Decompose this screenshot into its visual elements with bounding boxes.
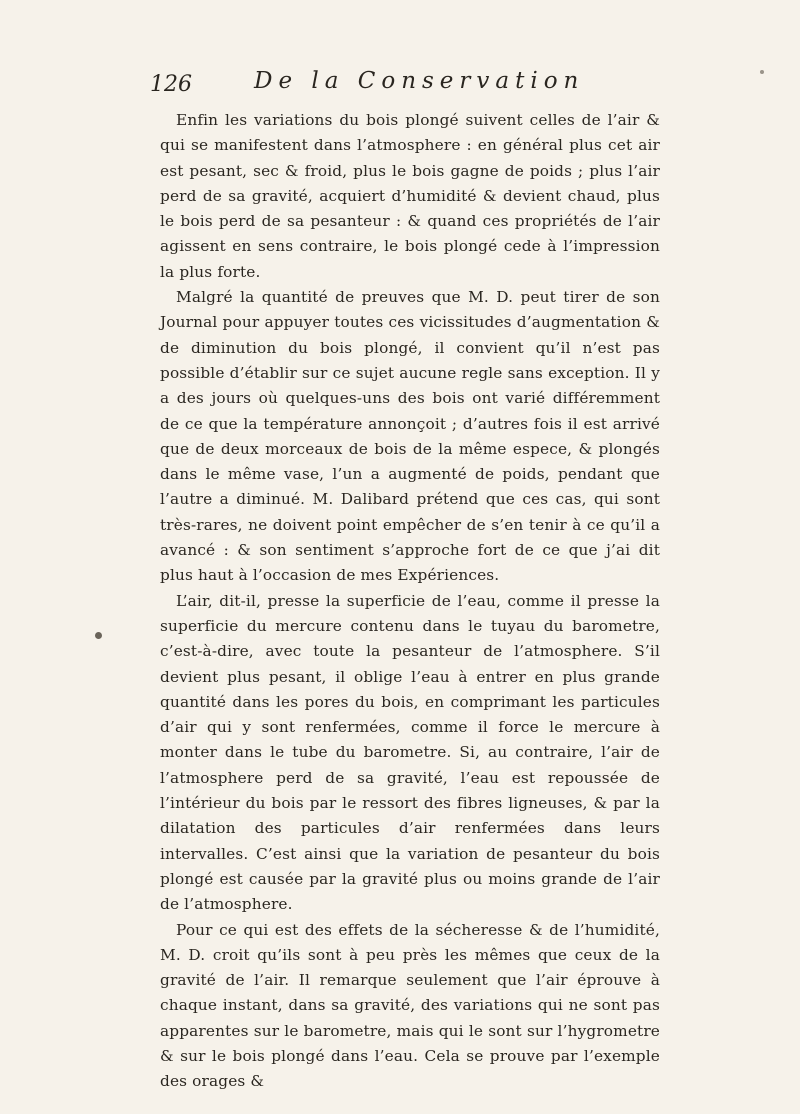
margin-mark xyxy=(95,632,102,639)
body-text xyxy=(160,108,660,1095)
running-title: De la Conservation xyxy=(254,68,585,94)
paragraph: Malgré la quantité de preuves que M. D. peut tirer de son Journal pour appuyer toutes ces vicissitudes d’augmentation & de diminution du bois plongé, il convient qu’il n’est pas possible d’établir sur ce sujet aucune regle sans exception. Il y a des jours où quelques-uns des bois ont varié différemment de ce que la température annonçoit ; d’autres fois il est arrivé que de deux morceaux de bois de la même espece, & plongés dans le même vase, l’un a augmenté de poids, pendant que l’autre a diminué. M. Dalibard prétend que ces cas, qui sont très-rares, ne doivent point empêcher de s’en tenir à ce qu’il a avancé : & son sentiment s’approche fort de ce que j’ai dit plus haut à l’occasion de mes Expériences. xyxy=(160,288,660,585)
page-header xyxy=(150,68,670,104)
paragraph: Enfin les variations du bois plongé suivent celles de l’air & qui se manifestent dans l’atmosphere : en général plus cet air est pesant, sec & froid, plus le bois gagne de poids ; plus l’air perd de sa gravité, acquiert d’humidité & devient chaud, plus le bois perd de sa pesanteur : & quand ces propriétés de l’air agissent en sens contraire, le bois plongé cede à l’impression la plus forte. xyxy=(160,111,660,281)
paragraph: L’air, dit-il, presse la superficie de l’eau, comme il presse la superficie du mercure contenu dans le tuyau du barometre, c’est-à-dire, avec toute la pesanteur de l’atmosphere. S’il devient plus pesant, il oblige l’eau à entrer en plus grande quantité dans les pores du bois, en comprimant les particules d’air qui y sont renfermées, comme il force le mercure à monter dans le tube du barometre. Si, au contraire, l’air de l’atmosphere perd de sa gravité, l’eau est repoussée de l’intérieur du bois par le ressort des fibres ligneuses, & par la dilatation des particules d’air renfermées dans leurs intervalles. C’est ainsi que la variation de pesanteur du bois plongé est causée par la gravité plus ou moins grande de l’air de l’atmosphere. xyxy=(160,591,660,914)
page-number: 126 xyxy=(150,72,192,97)
paragraph: Pour ce qui est des effets de la sécheresse & de l’humidité, M. D. croit qu’ils sont à peu près les mêmes que ceux de la gravité de l’air. Il remarque seulement que l’air éprouve à chaque instant, dans sa gravité, des variations qui ne sont pas apparentes sur le barometre, mais qui le sont sur l’hygrometre & sur le bois plongé dans l’eau. Cela se prouve par l’exemple des orages & xyxy=(160,920,660,1091)
ink-spot xyxy=(760,70,764,74)
